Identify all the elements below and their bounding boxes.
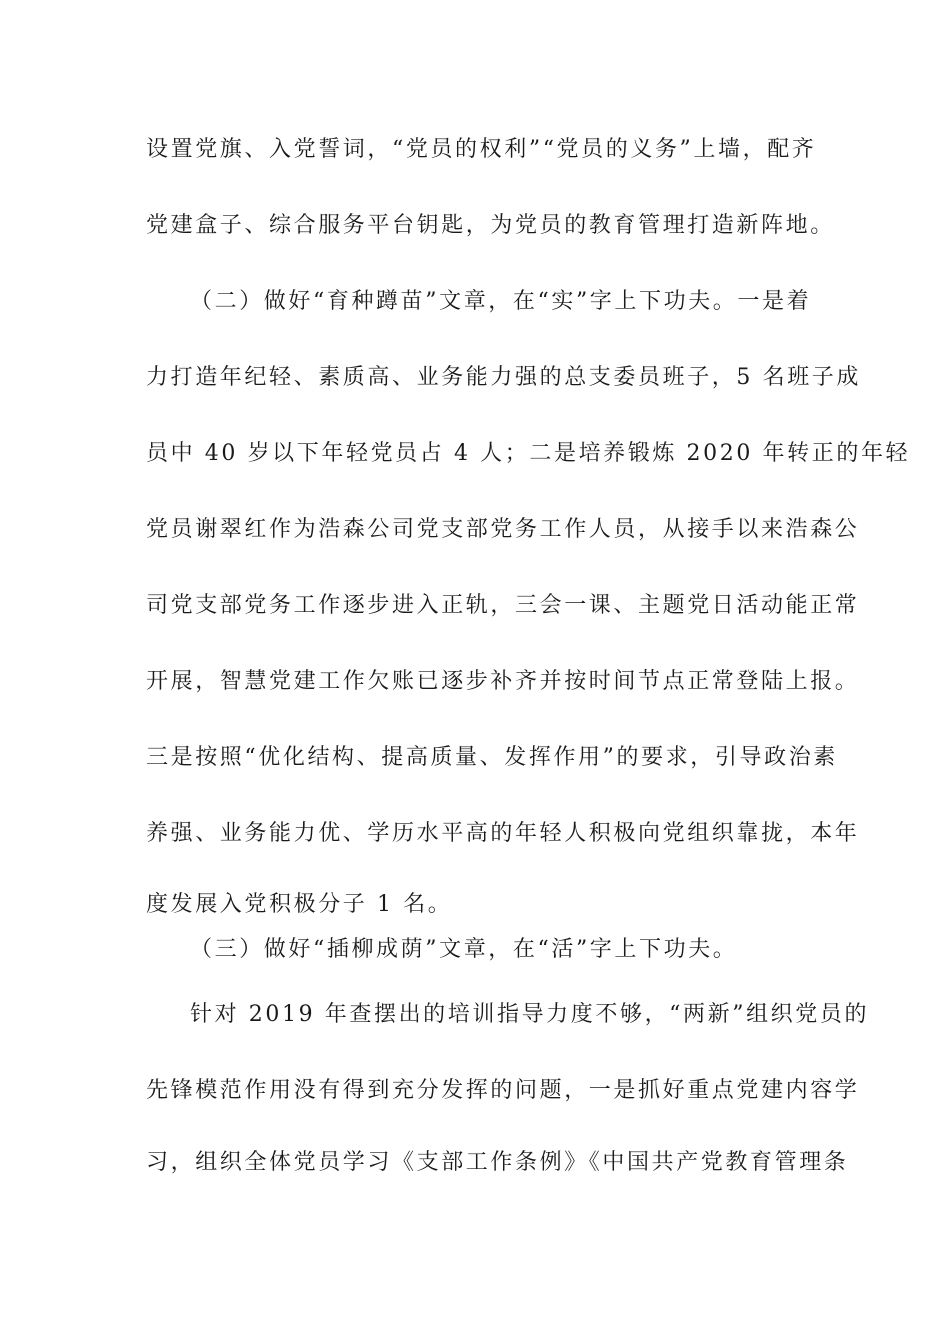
text-line-2: 党建盒子、综合服务平台钥匙，为党员的教育管理打造新阵地。 — [146, 213, 835, 238]
text-line-7: 司党支部党务工作逐步进入正轨，三会一课、主题党日活动能正常 — [146, 593, 860, 618]
text-line-4: 力打造年纪轻、素质高、业务能力强的总支委员班子，5 名班子成 — [146, 365, 861, 390]
text-line-1: 设置党旗、入党誓词，“党员的权利”“党员的义务”上墙，配齐 — [146, 137, 817, 162]
text-line-9: 三是按照“优化结构、提高质量、发挥作用”的要求，引导政治素 — [146, 745, 838, 770]
section-heading-3: （三）做好“插柳成荫”文章，在“活”字上下功夫。 — [190, 937, 738, 962]
text-line-8: 开展，智慧党建工作欠账已逐步补齐并按时间节点正常登陆上报。 — [146, 669, 860, 694]
text-line-5: 员中 40 岁以下年轻党员占 4 人；二是培养锻炼 2020 年转正的年轻 — [146, 441, 911, 466]
text-line-15: 习，组织全体党员学习《支部工作条例》《中国共产党教育管理条 — [146, 1150, 849, 1175]
section-heading-2: （二）做好“育种蹲苗”文章，在“实”字上下功夫。一是着 — [190, 289, 812, 314]
text-line-11: 度发展入党积极分子 1 名。 — [146, 892, 453, 917]
text-line-13: 针对 2019 年查摆出的培训指导力度不够，“两新”组织党员的 — [190, 1002, 870, 1027]
text-line-14: 先锋模范作用没有得到充分发挥的问题，一是抓好重点党建内容学 — [146, 1078, 860, 1103]
text-line-10: 养强、业务能力优、学历水平高的年轻人积极向党组织靠拢，本年 — [146, 821, 860, 846]
text-line-6: 党员谢翠红作为浩森公司党支部党务工作人员，从接手以来浩森公 — [146, 517, 860, 542]
